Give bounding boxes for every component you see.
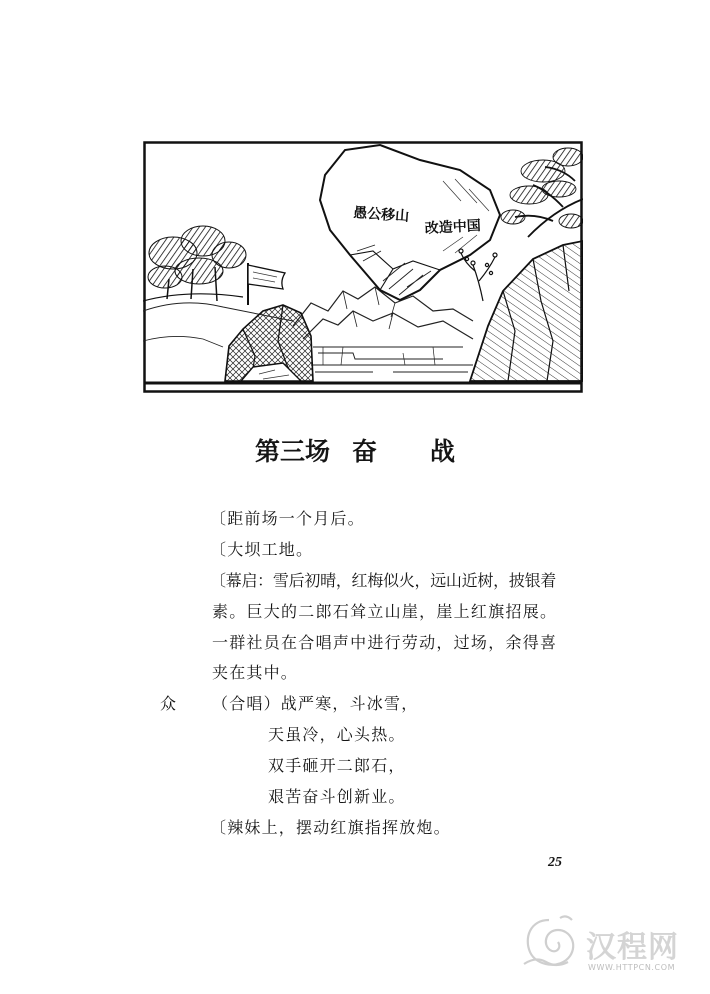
chorus-speaker: 众 xyxy=(160,694,177,714)
page-number: 25 xyxy=(548,855,562,870)
illustration-drawing xyxy=(143,141,583,393)
stage-direction-curtain-line xyxy=(210,597,556,628)
chorus-line xyxy=(160,689,570,720)
chorus-line xyxy=(210,720,570,751)
stage-direction-curtain-line xyxy=(210,566,556,597)
chorus-line xyxy=(210,782,570,813)
scene-name: 奋战 xyxy=(352,437,509,466)
stage-direction-text: 夹在其中。 xyxy=(212,663,299,683)
watermark-logo-icon xyxy=(516,912,582,976)
watermark-name: 汉程网 xyxy=(586,930,679,965)
watermark-url: WWW.HTTPCN.COM xyxy=(588,963,676,972)
stage-direction-entrance xyxy=(210,813,570,844)
rock-inscription-left: 愚公移山 xyxy=(352,205,410,225)
stage-direction-curtain-line xyxy=(210,658,570,689)
lyric-text: 天虽冷，心头热。 xyxy=(268,725,406,745)
scene-illustration xyxy=(143,141,583,393)
stage-direction-curtain-line xyxy=(210,628,556,659)
stage-direction-place xyxy=(210,535,570,566)
stage-direction-text: 〔大坝工地。 xyxy=(210,539,314,559)
scene-number: 第三场 xyxy=(255,437,331,466)
chorus-line xyxy=(210,751,570,782)
lyric-text: 艰苦奋斗创新业。 xyxy=(268,787,406,807)
lyric-text: （合唱）战严寒，斗冰雪， xyxy=(212,694,419,714)
scene-title xyxy=(255,437,508,467)
stage-direction-text: 一群社员在合唱声中进行劳动，过场，余得喜 xyxy=(212,632,556,652)
stage-direction-time xyxy=(210,504,570,535)
rock-inscription-right: 改造中国 xyxy=(424,218,482,237)
stage-direction-text: 〔距前场一个月后。 xyxy=(210,509,365,528)
stage-direction-text: 〔幕启：雪后初晴，红梅似火，远山近树，披银着 xyxy=(210,570,556,590)
lyric-text: 双手砸开二郎石， xyxy=(268,756,406,776)
stage-direction-text: 素。巨大的二郎石耸立山崖，崖上红旗招展。 xyxy=(212,601,556,621)
stage-direction-text: 〔辣妹上，摆动红旗指挥放炮。 xyxy=(210,817,451,837)
script-body xyxy=(160,504,570,844)
